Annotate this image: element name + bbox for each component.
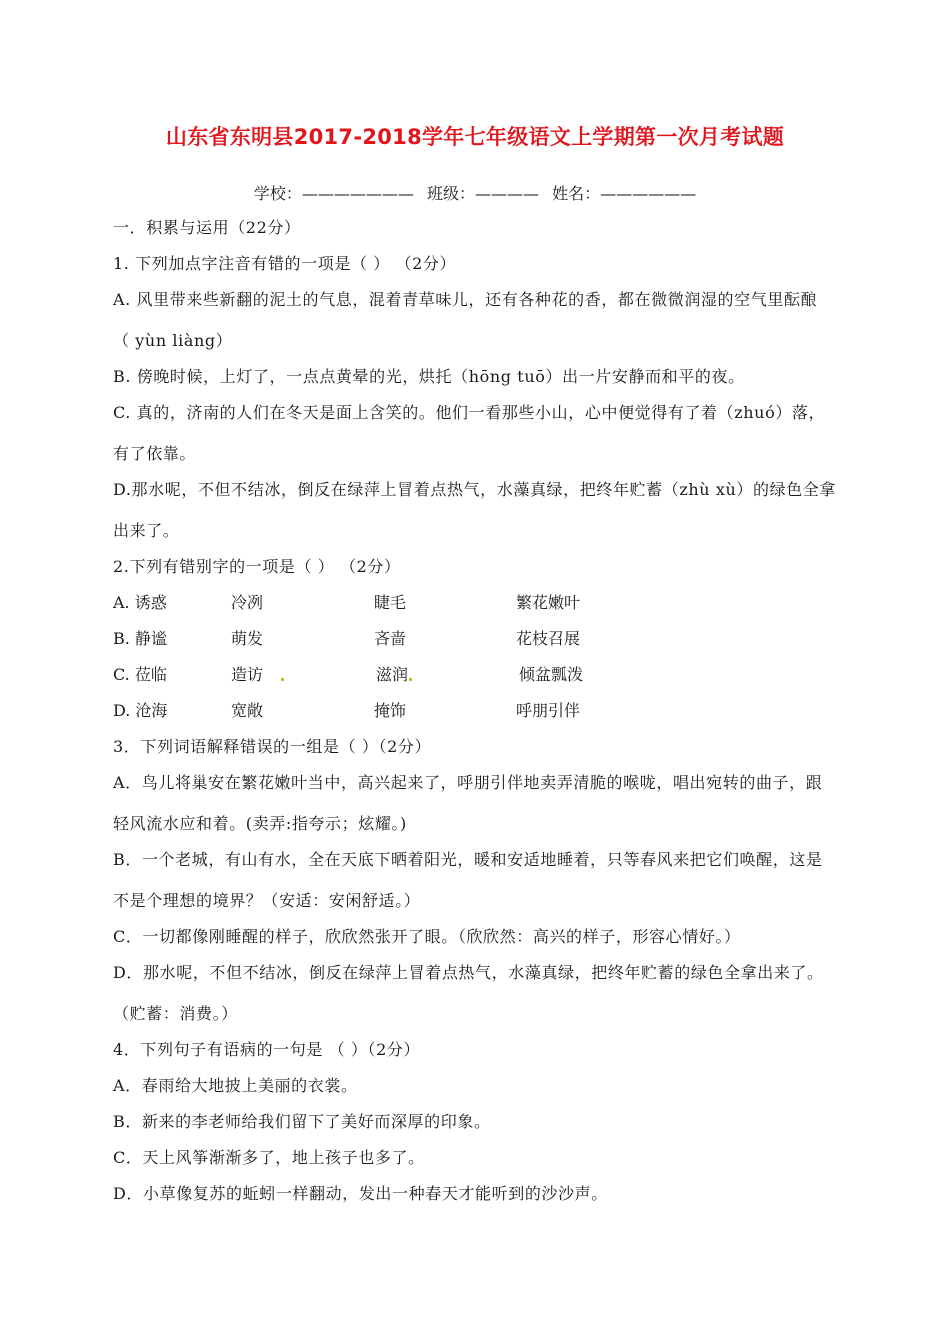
- mark-dot: [409, 678, 412, 681]
- question-3-option-b: B．一个老城，有山有水，全在天底下晒着阳光，暖和安适地睡着，只等春风来把它们唤醒，这是: [113, 850, 823, 869]
- question-4-option-c: C．天上风筝渐渐多了，地上孩子也多了。: [113, 1148, 425, 1167]
- option-cell: 滋润: [376, 665, 409, 684]
- name-field: 姓名：——————: [552, 184, 697, 203]
- student-info-line: [0, 184, 950, 204]
- option-cell: 冷冽: [231, 593, 264, 612]
- question-1-option-c: C. 真的，济南的人们在冬天是面上含笑的。他们一看那些小山，心中便觉得有了着（zhuó）落，: [113, 403, 826, 422]
- question-1-option-c-cont: 有了依靠。: [113, 444, 197, 463]
- option-cell: 呼朋引伴: [516, 701, 581, 720]
- question-1-option-b: B. 傍晚时候，上灯了，一点点黄晕的光，烘托（hōng tuō）出一片安静而和平的夜。: [113, 367, 745, 386]
- class-field: 班级：————: [426, 184, 539, 203]
- question-4-stem: 4．下列句子有语病的一句是 （ ）（2分）: [113, 1040, 421, 1059]
- section-heading: 一．积累与运用（22分）: [113, 218, 301, 237]
- question-3-option-d: D．那水呢，不但不结冰，倒反在绿萍上冒着点热气，水藻真绿，把终年贮蓄的绿色全拿出来了。: [113, 963, 824, 982]
- option-cell: B. 静谧: [113, 629, 167, 648]
- option-cell: 宽敞: [231, 701, 264, 720]
- question-3-stem: 3．下列词语解释错误的一组是（ ）（2分）: [113, 737, 432, 756]
- option-cell: 吝啬: [374, 629, 407, 648]
- option-cell: 倾盆瓢泼: [519, 665, 584, 684]
- question-1-option-d: D.那水呢，不但不结冰，倒反在绿萍上冒着点热气，水藻真绿，把终年贮蓄（zhù xù）的绿色全拿: [113, 480, 836, 499]
- option-cell: 掩饰: [374, 701, 407, 720]
- mark-dot: [281, 678, 284, 681]
- question-3-option-d-cont: （贮蓄：消费。）: [113, 1004, 238, 1023]
- option-cell: 造访: [231, 665, 264, 684]
- option-cell: D. 沧海: [113, 701, 168, 720]
- question-3-option-c: C．一切都像刚睡醒的样子，欣欣然张开了眼。（欣欣然：高兴的样子，形容心情好。）: [113, 927, 741, 946]
- question-1-option-a: A. 风里带来些新翻的泥土的气息，混着青草味儿，还有各种花的香，都在微微润湿的空气里酝酿: [113, 290, 818, 309]
- option-cell: 萌发: [231, 629, 264, 648]
- document-title: 山东省东明县2017-2018学年七年级语文上学期第一次月考试题: [165, 125, 785, 149]
- question-3-option-a: A．鸟儿将巢安在繁花嫩叶当中，高兴起来了，呼朋引伴地卖弄清脆的喉咙，唱出宛转的曲子，跟: [113, 773, 823, 792]
- question-4-option-a: A．春雨给大地披上美丽的衣裳。: [113, 1076, 358, 1095]
- option-cell: 睫毛: [374, 593, 407, 612]
- question-1-stem: 1. 下列加点字注音有错的一项是（ ） （2分）: [113, 254, 457, 273]
- option-cell: C. 莅临: [113, 665, 167, 684]
- question-2-stem: 2.下列有错别字的一项是（ ） （2分）: [113, 557, 401, 576]
- option-cell: 繁花嫩叶: [516, 593, 581, 612]
- question-4-option-b: B．新来的李老师给我们留下了美好而深厚的印象。: [113, 1112, 491, 1131]
- option-cell: A. 诱惑: [113, 593, 167, 612]
- option-cell: 花枝召展: [516, 629, 581, 648]
- question-3-option-a-cont: 轻风流水应和着。(卖弄:指夸示；炫耀。): [113, 814, 407, 833]
- school-field: 学校：———————: [253, 184, 414, 203]
- question-1-option-a-cont: （ yùn liàng）: [113, 331, 233, 350]
- question-1-option-d-cont: 出来了。: [113, 521, 180, 540]
- question-3-option-b-cont: 不是个理想的境界？（安适：安闲舒适。）: [113, 891, 421, 910]
- question-4-option-d: D．小草像复苏的蚯蚓一样翻动，发出一种春天才能听到的沙沙声。: [113, 1184, 608, 1203]
